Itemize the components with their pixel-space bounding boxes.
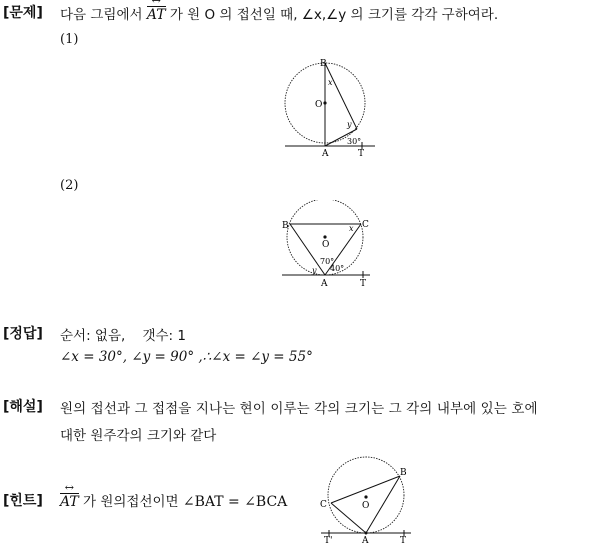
figure-1-label-o: O xyxy=(315,100,323,110)
figure-3-chord-cb xyxy=(331,476,400,503)
figure-1-label-b: B xyxy=(320,59,327,69)
figure-2-label-y: y xyxy=(312,266,317,275)
figure-3-label-t: T xyxy=(400,536,407,543)
explanation-line-2: 대한 원주각의 크기와 같다 xyxy=(60,428,217,444)
figure-2-chord-ba xyxy=(290,224,325,275)
figure-2-angle-top: 70° xyxy=(320,257,335,266)
figure-3-chord-ab xyxy=(366,476,400,533)
figure-1-label-x: x xyxy=(328,78,333,87)
answer-meta: 순서: 없음, 갯수: 1 xyxy=(60,328,186,344)
figure-2-label-x: x xyxy=(349,224,354,233)
figure-2-label-c: C xyxy=(362,220,369,230)
problem-intro-pre: 다음 그림에서 xyxy=(60,7,143,23)
explanation-tag: [해설] xyxy=(3,399,43,415)
figure-3-label-t-prime: T' xyxy=(324,536,333,543)
figure-2-label-b: B xyxy=(282,221,289,231)
hint-tag: [힌트] xyxy=(3,493,43,509)
figure-1-chord-bp xyxy=(325,63,357,129)
figure-3-label-c: C xyxy=(320,500,327,510)
hint-line-symbol: AT ↔ xyxy=(60,494,79,510)
figure-2-angle-right: 40° xyxy=(330,264,345,273)
figure-3-center-dot xyxy=(364,495,367,498)
problem-intro-post: 가 원 O 의 접선일 때, ∠x,∠y 의 크기를 각각 구하여라. xyxy=(169,7,499,23)
hint-formula: ∠BAT = ∠BCA xyxy=(182,494,288,510)
figure-1-angle: 30° xyxy=(347,137,362,146)
subproblem-1-label: (1) xyxy=(60,32,79,47)
figure-2-label-a: A xyxy=(321,279,328,289)
figure-1 xyxy=(280,55,380,160)
figure-3 xyxy=(318,455,413,543)
figure-1-center-dot xyxy=(323,101,326,104)
figure-3-label-b: B xyxy=(400,468,407,478)
figure-3-chord-ca xyxy=(331,503,366,533)
problem-tag: [문제] xyxy=(3,5,43,21)
hint-text-mid: 가 원의접선이면 xyxy=(82,494,179,510)
figure-1-label-a: A xyxy=(322,149,329,159)
figure-2-label-o: O xyxy=(322,240,330,250)
figure-3-label-o: O xyxy=(362,501,370,511)
figure-2-label-t: T xyxy=(360,279,367,289)
tangent-line-symbol: AT ↔ xyxy=(147,7,166,23)
explanation-line-1: 원의 접선과 그 접점을 지나는 현이 이루는 각의 크기는 그 각의 내부에 있는 호에 xyxy=(60,401,538,417)
figure-2-center-dot xyxy=(323,235,326,238)
problem-statement xyxy=(60,3,498,23)
figure-1-label-y: y xyxy=(347,120,352,129)
figure-2 xyxy=(278,200,373,292)
hint-statement xyxy=(60,490,287,510)
subproblem-2-label: (2) xyxy=(60,178,79,193)
answer-tag: [정답] xyxy=(3,326,43,342)
answer-formula: ∠x = 30°, ∠y = 90° ,∴∠x = ∠y = 55° xyxy=(60,349,313,365)
figure-3-circle xyxy=(328,457,404,533)
figure-3-label-a: A xyxy=(362,536,369,543)
figure-3-point-a xyxy=(365,532,368,535)
figure-1-label-t: T xyxy=(358,149,365,159)
